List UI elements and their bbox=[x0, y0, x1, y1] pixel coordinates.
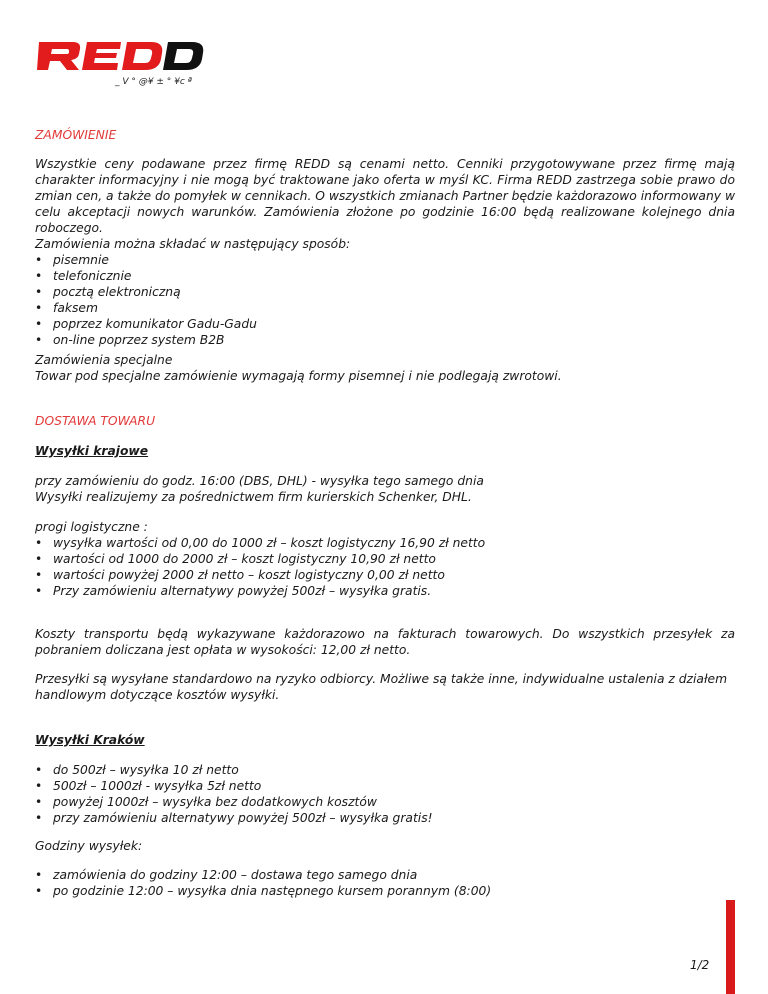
krakow-shipping-list bbox=[35, 762, 735, 826]
list-item: • wartości powyżej 2000 zł netto – koszt logistyczny 0,00 zł netto bbox=[35, 567, 735, 583]
domestic-line-2: Wysyłki realizujemy za pośrednictwem firm kurierskich Schenker, DHL. bbox=[35, 490, 472, 504]
list-item: • powyżej 1000zł – wysyłka bez dodatkowych kosztów bbox=[35, 794, 735, 810]
krakow-shipping-title: Wysyłki Kraków bbox=[35, 733, 145, 747]
list-item: • on-line poprzez system B2B bbox=[35, 332, 735, 348]
list-item: • przy zamówieniu alternatywy powyżej 500zł – wysyłka gratis! bbox=[35, 810, 735, 826]
special-orders-section bbox=[35, 352, 735, 384]
special-orders-text: Towar pod specjalne zamówienie wymagają formy pisemnej i nie podlegają zwrotowi. bbox=[35, 369, 562, 383]
logistic-thresholds-section bbox=[35, 519, 735, 599]
list-item: • wysyłka wartości od 0,00 do 1000 zł – koszt logistyczny 16,90 zł netto bbox=[35, 535, 735, 551]
redd-logo bbox=[33, 37, 205, 87]
logistic-thresholds-list bbox=[35, 535, 735, 599]
domestic-line-1: przy zamówieniu do godz. 16:00 (DBS, DHL) - wysyłka tego samego dnia bbox=[35, 474, 484, 488]
list-item: • pocztą elektroniczną bbox=[35, 284, 735, 300]
order-intro: Wszystkie ceny podawane przez firmę REDD są cenami netto. Cenniki przygotowywane przez firmę mają charakter informacyjny i nie mogą być traktowane jako oferta w myśl KC. Firma REDD zastrzega sobie prawo do zmian cen, a także do pomyłek w cennikach. O wszystkich zmianach Partner będzie każdorazowo informowany w celu akceptacji nowych warunków. Zamówienia złożone po godzinie 16:00 będą realizowane kolejnego dnia roboczego. bbox=[35, 157, 735, 235]
list-item: • po godzinie 12:00 – wysyłka dnia następnego kursem porannym (8:00) bbox=[35, 883, 735, 899]
page-accent-bar bbox=[726, 900, 735, 994]
list-item: • telefonicznie bbox=[35, 268, 735, 284]
shipping-hours-title: Godziny wysyłek: bbox=[35, 839, 143, 853]
list-item: • 500zł – 1000zł - wysyłka 5zł netto bbox=[35, 778, 735, 794]
order-methods-title: Zamówienia można składać w następujący sposób: bbox=[35, 237, 351, 251]
redd-logo-mark bbox=[33, 37, 205, 87]
shipping-risk-text: Przesyłki są wysyłane standardowo na ryzyko odbiorcy. Możliwe są także inne, indywidualne ustalenia z działem handlowym dotyczące kosztów wysyłki. bbox=[35, 672, 728, 702]
list-item: • pisemnie bbox=[35, 252, 735, 268]
list-item: • zamówienia do godziny 12:00 – dostawa tego samego dnia bbox=[35, 867, 735, 883]
order-methods-list bbox=[35, 252, 735, 348]
logo-tagline: _ V ° @¥ ± ° ¥c ª bbox=[115, 77, 192, 87]
order-heading: ZAMÓWIENIE bbox=[35, 128, 117, 142]
order-methods-section bbox=[35, 236, 735, 348]
special-orders-title: Zamówienia specjalne bbox=[35, 353, 173, 367]
logistic-thresholds-title: progi logistyczne : bbox=[35, 520, 148, 534]
domestic-shipping-info bbox=[35, 473, 735, 505]
redd-wordmark bbox=[37, 42, 203, 70]
list-item: • poprzez komunikator Gadu-Gadu bbox=[35, 316, 735, 332]
shipping-hours-list bbox=[35, 867, 735, 899]
page-number: 1/2 bbox=[690, 958, 710, 972]
list-item: • do 500zł – wysyłka 10 zł netto bbox=[35, 762, 735, 778]
list-item: • Przy zamówieniu alternatywy powyżej 500zł – wysyłka gratis. bbox=[35, 583, 735, 599]
list-item: • wartości od 1000 do 2000 zł – koszt logistyczny 10,90 zł netto bbox=[35, 551, 735, 567]
list-item: • faksem bbox=[35, 300, 735, 316]
domestic-shipping-title: Wysyłki krajowe bbox=[35, 444, 149, 458]
delivery-heading: DOSTAWA TOWARU bbox=[35, 414, 156, 428]
transport-costs-text: Koszty transportu będą wykazywane każdorazowo na fakturach towarowych. Do wszystkich przesyłek za pobraniem doliczana jest opłata w wysokości: 12,00 zł netto. bbox=[35, 627, 735, 657]
